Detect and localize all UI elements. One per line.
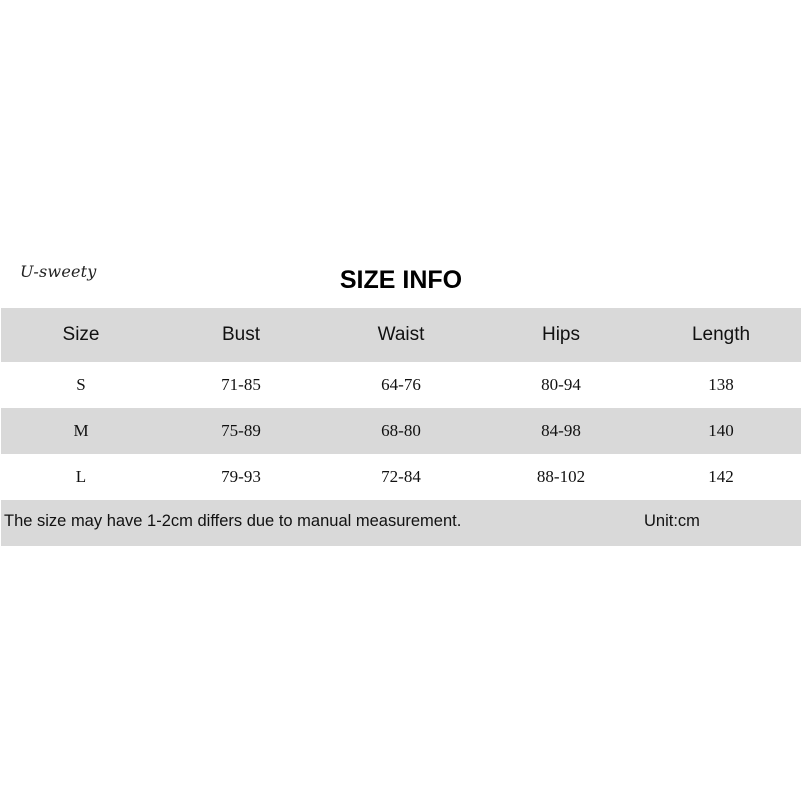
- cell-waist: 64-76: [381, 375, 421, 394]
- unit-label: Unit:cm: [644, 512, 700, 530]
- table-row: [1, 454, 801, 500]
- measurement-note: The size may have 1-2cm differs due to manual measurement.: [4, 512, 462, 530]
- cell-waist: 72-84: [381, 467, 421, 486]
- cell-bust: 79-93: [221, 467, 261, 486]
- header-waist: Waist: [377, 324, 425, 345]
- table-row: [1, 362, 801, 408]
- cell-size: L: [75, 467, 87, 486]
- table-row: [1, 408, 801, 454]
- cell-length: 138: [708, 375, 734, 394]
- header-hips: Hips: [541, 324, 580, 345]
- cell-length: 142: [708, 467, 734, 486]
- cell-bust: 71-85: [221, 375, 261, 394]
- cell-waist: 68-80: [381, 421, 421, 440]
- header-length: Length: [691, 324, 751, 345]
- cell-size: S: [76, 375, 86, 394]
- header-size: Size: [62, 324, 100, 345]
- cell-hips: 80-94: [541, 375, 581, 394]
- size-table: [1, 308, 801, 500]
- cell-length: 140: [708, 421, 734, 440]
- cell-hips: 88-102: [536, 467, 586, 486]
- table-header-row: [1, 308, 801, 362]
- cell-bust: 75-89: [221, 421, 261, 440]
- header-bust: Bust: [221, 324, 261, 345]
- cell-hips: 84-98: [541, 421, 581, 440]
- footer-note-row: [1, 500, 801, 546]
- brand-logo-text: U-sweety: [20, 262, 97, 281]
- page-title: SIZE INFO: [339, 266, 463, 294]
- cell-size: M: [73, 421, 89, 440]
